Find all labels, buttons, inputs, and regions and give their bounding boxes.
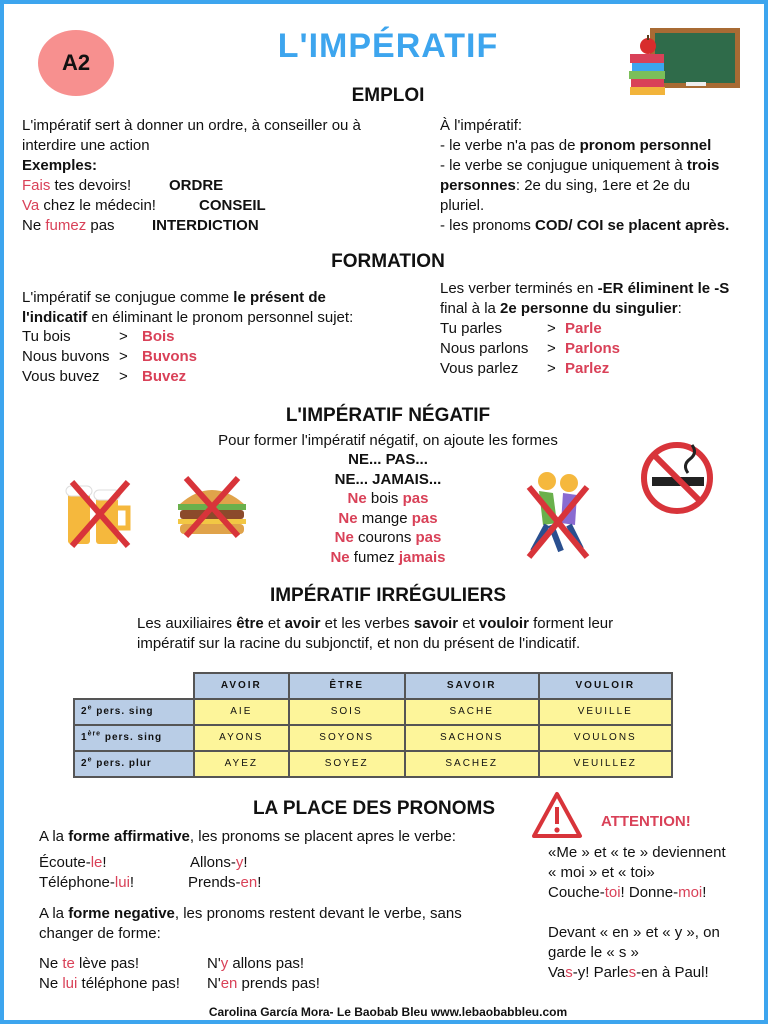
attention-line: Vas-y! Parles-en à Paul!: [548, 964, 709, 981]
negatif-intro: Pour former l'impératif négatif, on ajoute les formes: [218, 432, 558, 449]
attention-line: garde le « s »: [548, 944, 639, 961]
irregular-conjugation-table: [73, 672, 673, 778]
table-cell: SACHE: [405, 699, 539, 725]
conjugation-from: Vous buvez: [22, 368, 100, 385]
conjugation-to: Buvons: [142, 348, 198, 365]
table-cell: SOYONS: [289, 725, 405, 751]
arrow-symbol: >: [119, 348, 128, 365]
attention-label: ATTENTION!: [601, 813, 691, 830]
pronoms-affirmative-rule: A la forme affirmative, les pronoms se placent apres le verbe:: [39, 828, 456, 845]
negatif-example: Ne courons pas: [334, 529, 442, 546]
table-cell: AIE: [194, 699, 289, 725]
emploi-intro-line: L'impératif sert à donner un ordre, à conseiller ou à: [22, 117, 361, 134]
table-cell: SOIS: [289, 699, 405, 725]
rule-line: - le verbe n'a pas de pronom personnel: [440, 137, 712, 154]
row-label: 2e pers. plur: [74, 751, 194, 777]
examples-label: Exemples:: [22, 157, 98, 174]
column-header: VOULOIR: [539, 673, 672, 699]
pronoms-negative-rule: A la forme negative, les pronoms restent devant le verbe, sans: [39, 905, 462, 922]
formation-rule-line: L'impératif se conjugue comme le présent de: [22, 289, 326, 306]
table-cell: VEUILLEZ: [539, 751, 672, 777]
conjugation-to: Parle: [565, 320, 602, 337]
example-type-label: INTERDICTION: [152, 217, 259, 234]
table-row: [74, 751, 672, 777]
table-cell: SOYEZ: [289, 751, 405, 777]
table-row: [74, 725, 672, 751]
crossed-burger-icon: [174, 474, 250, 540]
rule-line: pluriel.: [440, 197, 485, 214]
crossed-running-people-icon: [519, 469, 599, 561]
conjugation-from: Nous parlons: [440, 340, 529, 357]
section-heading-formation: FORMATION: [331, 251, 445, 272]
negation-form: NE... PAS...: [348, 451, 428, 468]
attention-line: Couche-toi! Donne-moi!: [548, 884, 707, 901]
rules-title: À l'impératif:: [440, 117, 523, 134]
pronoun-example: Ne lui téléphone pas!: [39, 975, 180, 992]
column-header: AVOIR: [194, 673, 289, 699]
section-heading-emploi: EMPLOI: [351, 85, 425, 106]
formation-rule-line: final à la 2e personne du singulier:: [440, 300, 682, 317]
pronoun-example: N'en prends pas!: [207, 975, 320, 992]
attention-line: «Me » et « te » deviennent: [548, 844, 726, 861]
example-interdiction: Ne fumez pas: [22, 217, 115, 234]
footer-credit: Carolina García Mora- Le Baobab Bleu www.lebaobabbleu.com: [208, 1005, 568, 1019]
no-smoking-icon: [638, 441, 716, 515]
arrow-symbol: >: [547, 340, 556, 357]
pronoun-example: Ne te lève pas!: [39, 955, 140, 972]
pronoun-example: N'y allons pas!: [207, 955, 305, 972]
rule-line: personnes: 2e du sing, 1ere et 2e du: [440, 177, 691, 194]
table-row: [74, 699, 672, 725]
table-cell: VOULONS: [539, 725, 672, 751]
page-title: L'IMPÉRATIF: [277, 27, 499, 65]
row-label: 2e pers. sing: [74, 699, 194, 725]
section-heading-irreguliers: IMPÉRATIF IRRÉGULIERS: [269, 585, 507, 606]
irreguliers-intro: impératif sur la racine du subjonctif, et non du présent de l'indicatif.: [137, 635, 581, 652]
level-badge: A2: [38, 30, 114, 96]
table-cell: VEUILLE: [539, 699, 672, 725]
table-cell: AYONS: [194, 725, 289, 751]
arrow-symbol: >: [119, 328, 128, 345]
arrow-symbol: >: [547, 360, 556, 377]
table-cell: AYEZ: [194, 751, 289, 777]
example-conseil: Va chez le médecin!: [22, 197, 156, 214]
row-label: 1ère pers. sing: [74, 725, 194, 751]
conjugation-to: Parlons: [565, 340, 621, 357]
conjugation-to: Parlez: [565, 360, 610, 377]
attention-line: « moi » et « toi»: [548, 864, 655, 881]
conjugation-to: Bois: [142, 328, 175, 345]
rule-line: - le verbe se conjugue uniquement à trois: [440, 157, 720, 174]
pronoms-negative-rule: changer de forme:: [39, 925, 161, 942]
conjugation-from: Nous buvons: [22, 348, 110, 365]
table-cell: SACHONS: [405, 725, 539, 751]
emploi-intro-line: interdire une action: [22, 137, 150, 154]
negatif-example: Ne bois pas: [347, 490, 429, 507]
pronoun-example: Téléphone-lui!: [39, 874, 135, 891]
column-header: ÊTRE: [289, 673, 405, 699]
arrow-symbol: >: [547, 320, 556, 337]
crossed-beer-icon: [62, 474, 138, 552]
section-heading-negatif: L'IMPÉRATIF NÉGATIF: [285, 405, 491, 426]
irreguliers-intro: Les auxiliaires être et avoir et les verbes savoir et vouloir forment leur: [137, 615, 614, 632]
negatif-example: Ne fumez jamais: [330, 549, 446, 566]
table-header-row: [74, 673, 672, 699]
negation-form: NE... JAMAIS...: [334, 471, 442, 488]
section-heading-pronoms: LA PLACE DES PRONOMS: [252, 798, 496, 819]
conjugation-from: Vous parlez: [440, 360, 519, 377]
warning-icon: [530, 790, 584, 840]
pronoun-example: Prends-en!: [188, 874, 262, 891]
conjugation-from: Tu parles: [440, 320, 502, 337]
example-type-label: CONSEIL: [199, 197, 266, 214]
attention-line: Devant « en » et « y », on: [548, 924, 720, 941]
conjugation-to: Buvez: [142, 368, 187, 385]
pronoun-example: Écoute-le!: [39, 854, 107, 871]
formation-rule-line: Les verber terminés en -ER éliminent le -S: [440, 280, 730, 297]
example-ordre: Fais tes devoirs!: [22, 177, 132, 194]
column-header: SAVOIR: [405, 673, 539, 699]
formation-rule-line: l'indicatif en éliminant le pronom personnel sujet:: [22, 309, 354, 326]
pronoun-example: Allons-y!: [190, 854, 248, 871]
table-cell: SACHEZ: [405, 751, 539, 777]
arrow-symbol: >: [119, 368, 128, 385]
example-type-label: ORDRE: [169, 177, 224, 194]
table-corner-cell: [74, 673, 194, 699]
rule-line: - les pronoms COD/ COI se placent après.: [440, 217, 730, 234]
negatif-example: Ne mange pas: [338, 510, 438, 527]
conjugation-from: Tu bois: [22, 328, 71, 345]
